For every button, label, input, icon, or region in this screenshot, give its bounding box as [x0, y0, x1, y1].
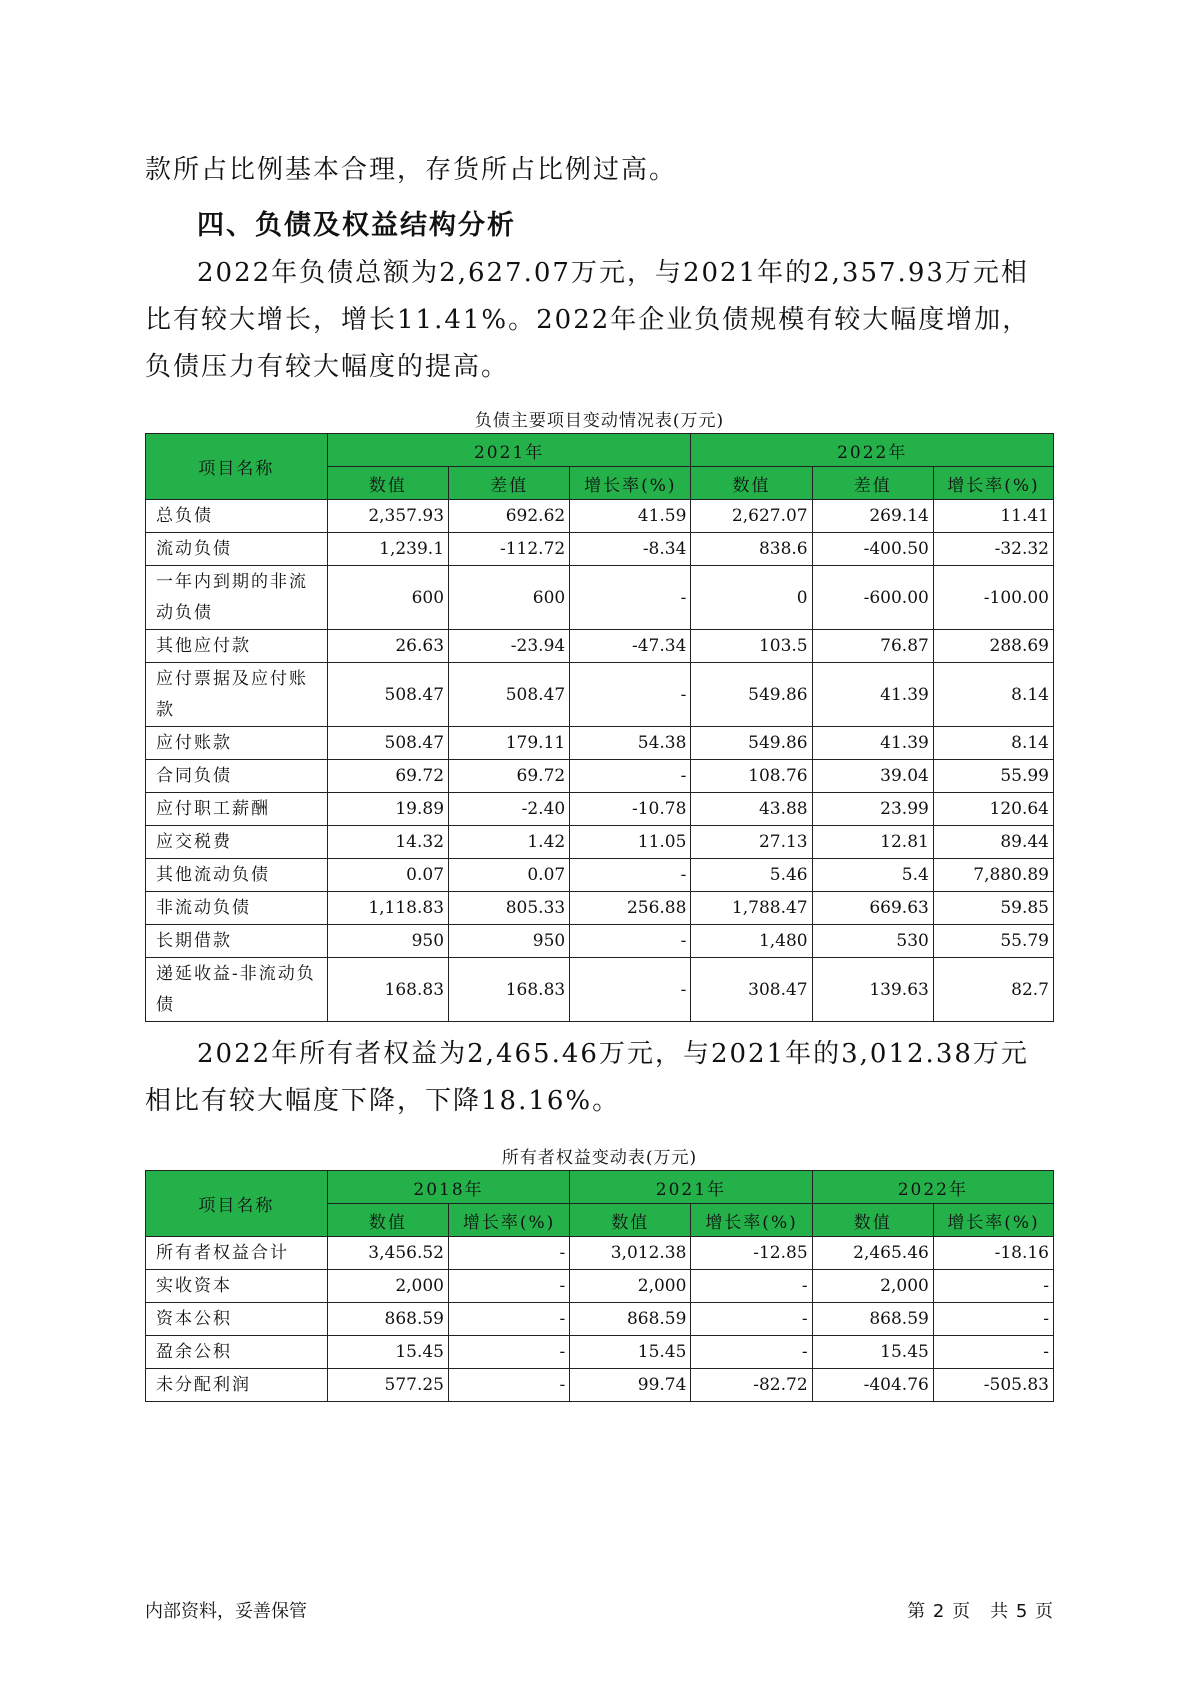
table-cell: 139.63: [812, 958, 933, 1022]
table-cell: 692.62: [449, 500, 570, 533]
table-cell: 1.42: [449, 826, 570, 859]
table-cell: 0.07: [449, 859, 570, 892]
table-cell: 89.44: [933, 826, 1053, 859]
table-cell: -: [570, 958, 691, 1022]
table-row: [146, 859, 1054, 892]
table2-header-row-1: [146, 1171, 1054, 1204]
row-label: 应交税费: [146, 826, 328, 859]
table2-year-2018-header: 2018年: [327, 1171, 569, 1204]
row-label: 一年内到期的非流动负债: [146, 566, 328, 630]
table-cell: 577.25: [327, 1369, 448, 1402]
table-cell: 55.99: [933, 760, 1053, 793]
table-cell: 120.64: [933, 793, 1053, 826]
table-cell: 3,456.52: [327, 1237, 448, 1270]
row-label: 非流动负债: [146, 892, 328, 925]
row-label: 递延收益-非流动负债: [146, 958, 328, 1022]
table-cell: 15.45: [570, 1336, 691, 1369]
table-cell: -: [570, 760, 691, 793]
table1-year-2021-header: 2021年: [327, 434, 691, 467]
table-cell: 41.59: [570, 500, 691, 533]
table-cell: -: [449, 1270, 570, 1303]
row-label: 其他流动负债: [146, 859, 328, 892]
table-cell: -23.94: [449, 630, 570, 663]
table-row: [146, 727, 1054, 760]
table-cell: 27.13: [691, 826, 812, 859]
section-heading: 四、负债及权益结构分析: [197, 210, 516, 241]
table-cell: 868.59: [327, 1303, 448, 1336]
footer-page-number: 第 2 页 共 5 页: [907, 1601, 1054, 1622]
table-cell: 669.63: [812, 892, 933, 925]
table-row: [146, 1270, 1054, 1303]
table-row: [146, 566, 1054, 630]
table-cell: 12.81: [812, 826, 933, 859]
table-row: [146, 500, 1054, 533]
table-cell: 838.6: [691, 533, 812, 566]
liabilities-table: [145, 433, 1054, 1022]
table-row: [146, 663, 1054, 727]
table-cell: 8.14: [933, 727, 1053, 760]
table-cell: 15.45: [327, 1336, 448, 1369]
table-cell: 108.76: [691, 760, 812, 793]
table-cell: 69.72: [449, 760, 570, 793]
table2-value-header: 数值: [327, 1204, 448, 1237]
table-cell: 15.45: [812, 1336, 933, 1369]
table-cell: 26.63: [327, 630, 448, 663]
table-cell: 54.38: [570, 727, 691, 760]
liabilities-paragraph: 2022年负债总额为2,627.07万元，与2021年的2,357.93万元相比有较大增长，增长11.41%。2022年企业负债规模有较大幅度增加，负债压力有较大幅度的提高。: [145, 258, 1031, 382]
row-label: 合同负债: [146, 760, 328, 793]
table2-rate-header: 增长率(%): [933, 1204, 1053, 1237]
row-label: 其他应付款: [146, 630, 328, 663]
table-cell: 308.47: [691, 958, 812, 1022]
table-cell: 256.88: [570, 892, 691, 925]
table2-rate-header: 增长率(%): [691, 1204, 812, 1237]
table-cell: 179.11: [449, 727, 570, 760]
table-cell: 76.87: [812, 630, 933, 663]
table2-year-2021-header: 2021年: [570, 1171, 812, 1204]
table-cell: -: [449, 1303, 570, 1336]
table2-caption: 所有者权益变动表(万元): [501, 1148, 698, 1168]
table-cell: 8.14: [933, 663, 1053, 727]
table-row: [146, 533, 1054, 566]
table-cell: 0.07: [327, 859, 448, 892]
table-cell: 530: [812, 925, 933, 958]
row-label: 实收资本: [146, 1270, 328, 1303]
table1-year-2022-header: 2022年: [691, 434, 1054, 467]
table-cell: 39.04: [812, 760, 933, 793]
table-row: [146, 958, 1054, 1022]
table-cell: -600.00: [812, 566, 933, 630]
table-cell: -: [570, 925, 691, 958]
table-cell: -: [570, 566, 691, 630]
table-cell: -: [449, 1237, 570, 1270]
table-cell: 1,788.47: [691, 892, 812, 925]
table1-item-header: 项目名称: [146, 434, 328, 500]
table-cell: 14.32: [327, 826, 448, 859]
table-cell: -82.72: [691, 1369, 812, 1402]
table-cell: -505.83: [933, 1369, 1053, 1402]
row-label: 长期借款: [146, 925, 328, 958]
table-cell: -2.40: [449, 793, 570, 826]
table2-year-2022-header: 2022年: [812, 1171, 1053, 1204]
table-cell: 508.47: [327, 727, 448, 760]
table-cell: -: [570, 859, 691, 892]
table-cell: -100.00: [933, 566, 1053, 630]
table1-diff-header: 差值: [812, 467, 933, 500]
table-cell: 43.88: [691, 793, 812, 826]
table-cell: 549.86: [691, 663, 812, 727]
table-cell: 2,465.46: [812, 1237, 933, 1270]
table1-caption: 负债主要项目变动情况表(万元): [474, 411, 725, 431]
table-cell: 69.72: [327, 760, 448, 793]
table2-value-header: 数值: [812, 1204, 933, 1237]
table-cell: 2,357.93: [327, 500, 448, 533]
table1-rate-header: 增长率(%): [570, 467, 691, 500]
table-cell: -: [691, 1270, 812, 1303]
table-row: [146, 1237, 1054, 1270]
table-cell: 600: [449, 566, 570, 630]
table-cell: 168.83: [327, 958, 448, 1022]
intro-line: 款所占比例基本合理，存货所占比例过高。: [145, 155, 678, 185]
table-cell: -: [933, 1303, 1053, 1336]
table-cell: -: [570, 663, 691, 727]
table-cell: -: [449, 1336, 570, 1369]
footer-confidential-note: 内部资料，妥善保管: [145, 1601, 307, 1622]
table-cell: 41.39: [812, 663, 933, 727]
table-cell: 59.85: [933, 892, 1053, 925]
table-cell: 11.41: [933, 500, 1053, 533]
row-label: 应付账款: [146, 727, 328, 760]
table-cell: 2,627.07: [691, 500, 812, 533]
table-cell: -47.34: [570, 630, 691, 663]
table-cell: 55.79: [933, 925, 1053, 958]
table-cell: 41.39: [812, 727, 933, 760]
table-cell: 5.4: [812, 859, 933, 892]
row-label: 流动负债: [146, 533, 328, 566]
table-cell: 168.83: [449, 958, 570, 1022]
table-cell: 0: [691, 566, 812, 630]
table-row: [146, 630, 1054, 663]
table-cell: 805.33: [449, 892, 570, 925]
table-row: [146, 760, 1054, 793]
table-cell: 269.14: [812, 500, 933, 533]
table-cell: 868.59: [570, 1303, 691, 1336]
table-cell: 868.59: [812, 1303, 933, 1336]
table-cell: -404.76: [812, 1369, 933, 1402]
table-cell: -112.72: [449, 533, 570, 566]
table-row: [146, 793, 1054, 826]
table2-rate-header: 增长率(%): [449, 1204, 570, 1237]
table-cell: 7,880.89: [933, 859, 1053, 892]
row-label: 盈余公积: [146, 1336, 328, 1369]
row-label: 应付职工薪酬: [146, 793, 328, 826]
table-row: [146, 892, 1054, 925]
table-cell: -: [449, 1369, 570, 1402]
table-cell: -: [691, 1336, 812, 1369]
table-cell: 1,480: [691, 925, 812, 958]
table-cell: -: [691, 1303, 812, 1336]
table-cell: -: [933, 1270, 1053, 1303]
table-row: [146, 925, 1054, 958]
table-cell: 103.5: [691, 630, 812, 663]
table-row: [146, 1336, 1054, 1369]
table-row: [146, 1369, 1054, 1402]
equity-table: [145, 1170, 1054, 1402]
table1-value-header: 数值: [327, 467, 448, 500]
table-cell: 11.05: [570, 826, 691, 859]
table1-diff-header: 差值: [449, 467, 570, 500]
table-cell: 23.99: [812, 793, 933, 826]
row-label: 资本公积: [146, 1303, 328, 1336]
table-cell: -: [933, 1336, 1053, 1369]
table-cell: 508.47: [327, 663, 448, 727]
table-cell: -32.32: [933, 533, 1053, 566]
table-cell: 508.47: [449, 663, 570, 727]
row-label: 未分配利润: [146, 1369, 328, 1402]
table-cell: -12.85: [691, 1237, 812, 1270]
table2-value-header: 数值: [570, 1204, 691, 1237]
table-cell: 5.46: [691, 859, 812, 892]
row-label: 总负债: [146, 500, 328, 533]
equity-paragraph: 2022年所有者权益为2,465.46万元，与2021年的3,012.38万元相比有较大幅度下降，下降18.16%。: [145, 1039, 1029, 1116]
table-cell: 2,000: [327, 1270, 448, 1303]
table-cell: 549.86: [691, 727, 812, 760]
table-cell: 2,000: [812, 1270, 933, 1303]
table-cell: -400.50: [812, 533, 933, 566]
table-cell: 950: [327, 925, 448, 958]
row-label: 应付票据及应付账款: [146, 663, 328, 727]
table-cell: 1,118.83: [327, 892, 448, 925]
table1-header-row-1: [146, 434, 1054, 467]
table-cell: 288.69: [933, 630, 1053, 663]
table-cell: 600: [327, 566, 448, 630]
table-cell: 2,000: [570, 1270, 691, 1303]
table-row: [146, 1303, 1054, 1336]
table1-rate-header: 增长率(%): [933, 467, 1053, 500]
table-cell: -8.34: [570, 533, 691, 566]
table-row: [146, 826, 1054, 859]
table-cell: 82.7: [933, 958, 1053, 1022]
table-cell: -18.16: [933, 1237, 1053, 1270]
table-cell: 1,239.1: [327, 533, 448, 566]
table-cell: 19.89: [327, 793, 448, 826]
table-cell: 3,012.38: [570, 1237, 691, 1270]
row-label: 所有者权益合计: [146, 1237, 328, 1270]
table-cell: 950: [449, 925, 570, 958]
table-cell: -10.78: [570, 793, 691, 826]
table2-item-header: 项目名称: [146, 1171, 328, 1237]
table1-value-header: 数值: [691, 467, 812, 500]
table-cell: 99.74: [570, 1369, 691, 1402]
